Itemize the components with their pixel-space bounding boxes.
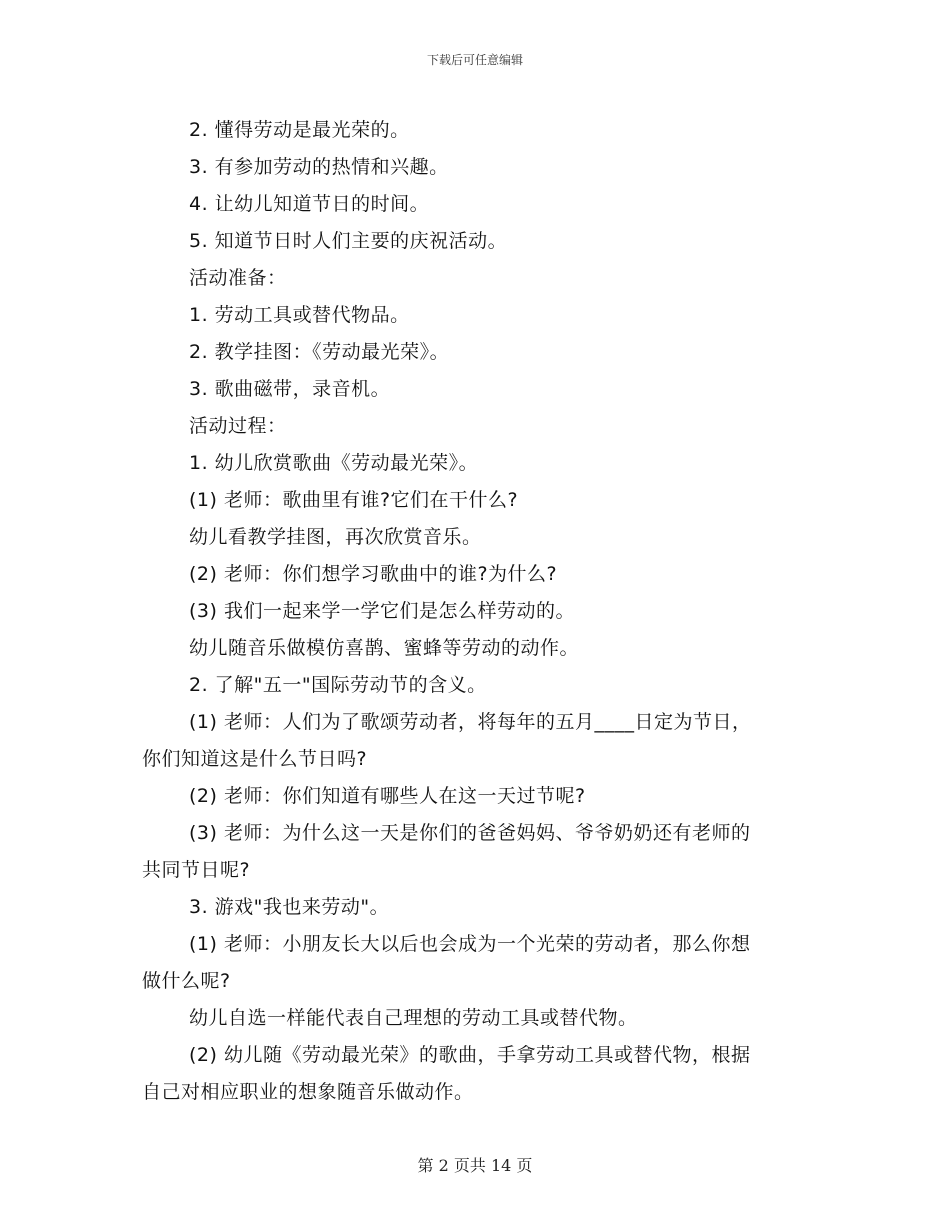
paragraph-line: (3) 老师：为什么这一天是你们的爸爸妈妈、爷爷奶奶还有老师的 [189,822,751,844]
paragraph-line: (3) 我们一起来学一学它们是怎么样劳动的。 [189,600,575,622]
paragraph-line: 幼儿看教学挂图，再次欣赏音乐。 [189,526,482,548]
paragraph-line: 1. 幼儿欣赏歌曲《劳动最光荣》。 [189,452,479,474]
paragraph-line: 3. 游戏"我也来劳动"。 [189,896,390,918]
page-footer: 第 2 页共 14 页 [417,1156,533,1175]
section-heading: 活动过程： [189,415,287,437]
paragraph-line: (1) 老师：人们为了歌颂劳动者，将每年的五月____日定为节日， [189,711,752,733]
paragraph-line: 5. 知道节日时人们主要的庆祝活动。 [189,230,508,252]
paragraph-line: (1) 老师：小朋友长大以后也会成为一个光荣的劳动者，那么你想 [189,933,751,955]
paragraph-line: (1) 老师：歌曲里有谁?它们在干什么? [189,489,519,511]
paragraph-line: (2) 幼儿随《劳动最光荣》的歌曲，手拿劳动工具或替代物，根据 [189,1044,751,1066]
paragraph-line: 2. 教学挂图：《劳动最光荣》。 [189,341,450,363]
paragraph-line: 3. 有参加劳动的热情和兴趣。 [189,156,449,178]
paragraph-line: 3. 歌曲磁带，录音机。 [189,378,391,400]
paragraph-line: 幼儿随音乐做模仿喜鹊、蜜蜂等劳动的动作。 [189,637,580,659]
paragraph-line: 做什么呢? [142,970,231,992]
paragraph-line: 你们知道这是什么节日吗? [142,748,368,770]
paragraph-line: 自己对相应职业的想象随音乐做动作。 [142,1081,474,1103]
paragraph-line: 共同节日呢? [142,859,251,881]
paragraph-line: 幼儿自选一样能代表自己理想的劳动工具或替代物。 [189,1007,638,1029]
page-header: 下载后可任意编辑 [426,53,523,67]
paragraph-line: (2) 老师：你们想学习歌曲中的谁?为什么? [189,563,558,585]
paragraph-line: 2. 了解"五一"国际劳动节的含义。 [189,674,487,696]
paragraph-line: 1. 劳动工具或替代物品。 [189,304,410,326]
paragraph-line: (2) 老师：你们知道有哪些人在这一天过节呢? [189,785,586,807]
document-body [142,112,812,1111]
paragraph-line: 4. 让幼儿知道节日的时间。 [189,193,430,215]
paragraph-line: 2. 懂得劳动是最光荣的。 [189,119,410,141]
section-heading: 活动准备： [189,267,287,289]
